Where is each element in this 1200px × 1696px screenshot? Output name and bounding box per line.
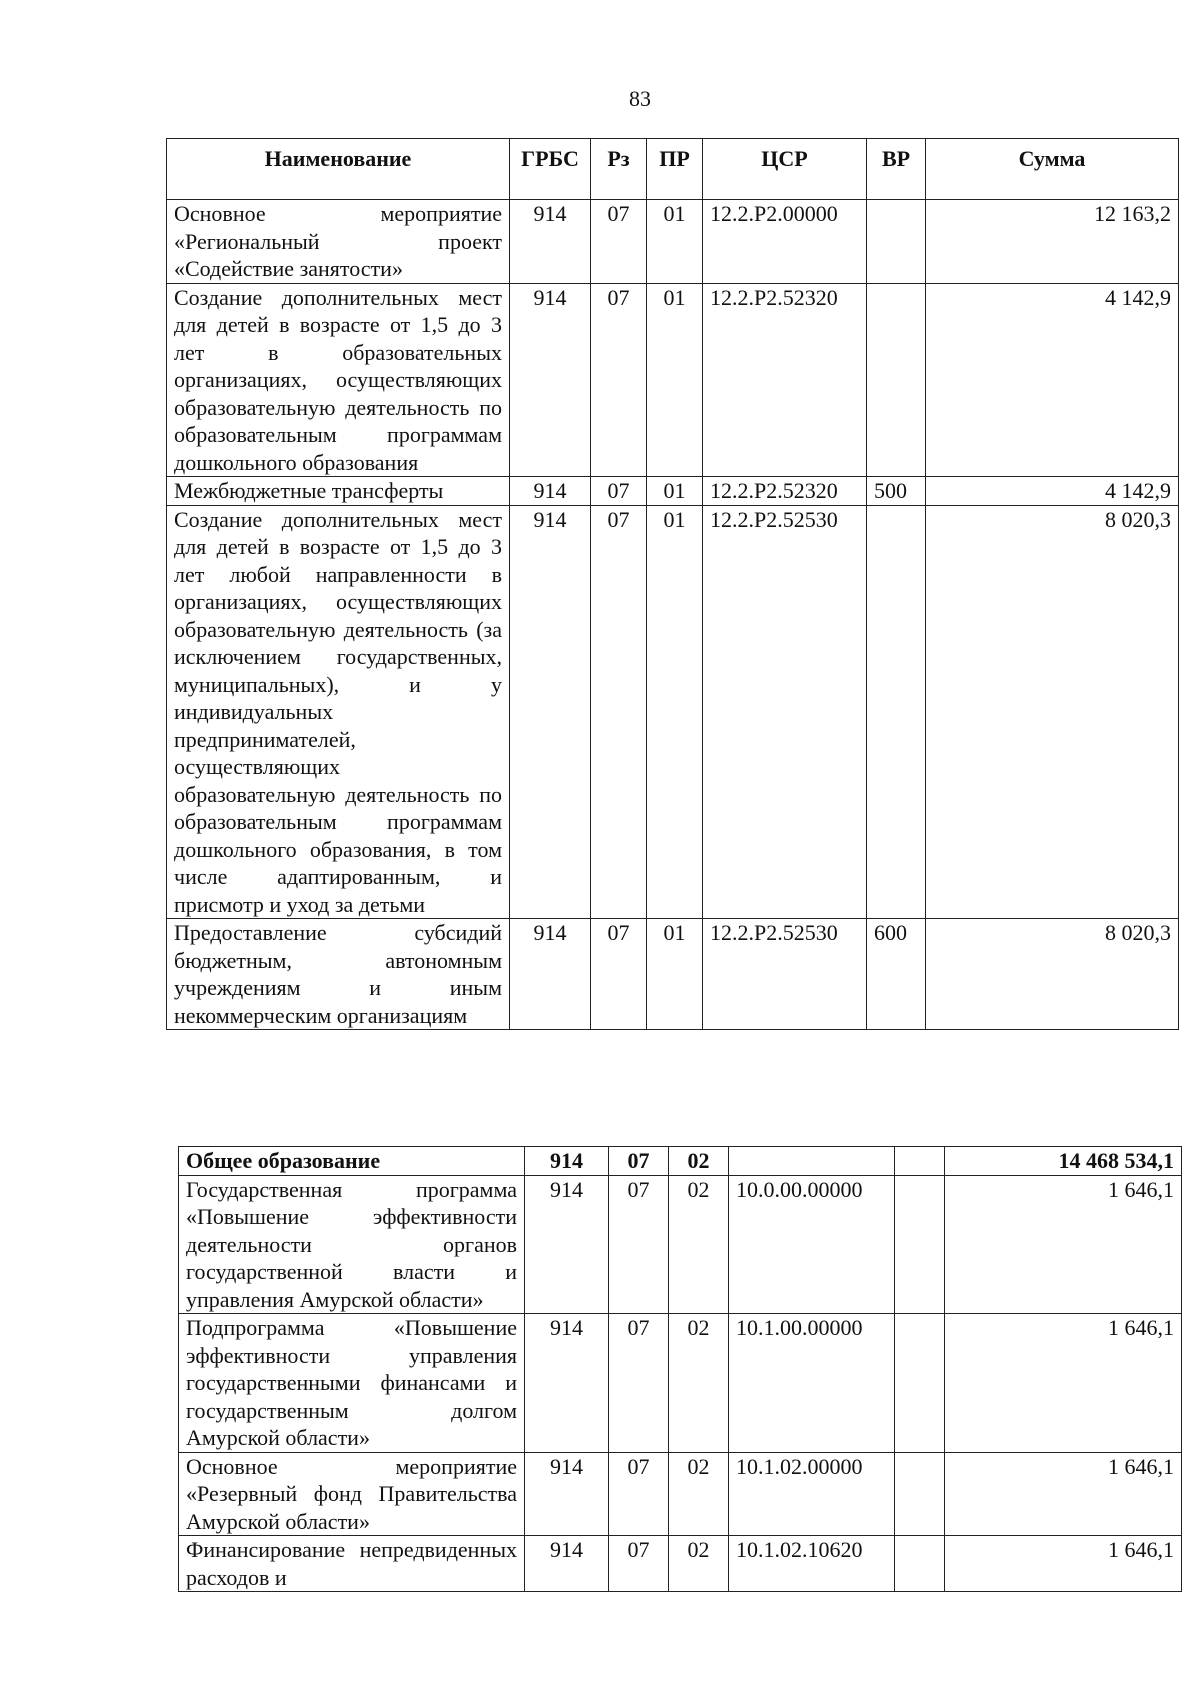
row-rz: 07 [591, 200, 647, 284]
table-row [179, 1175, 1182, 1314]
row-sum: 1 646,1 [945, 1452, 1182, 1536]
row-name: Государственная программа «Повышение эффективности деятельности органов государственной власти и управления Амурской области» [179, 1175, 525, 1314]
row-csr: 12.2.P2.52530 [703, 919, 867, 1030]
row-pr: 02 [669, 1452, 729, 1536]
row-name: Финансирование непредвиденных расходов и [179, 1536, 525, 1592]
row-rz: 07 [609, 1452, 669, 1536]
table-row [179, 1314, 1182, 1453]
row-vr: 600 [867, 919, 926, 1030]
header-rz: Рз [591, 139, 647, 200]
row-name: Основное мероприятие «Региональный проект «Содействие занятости» [167, 200, 510, 284]
row-sum: 1 646,1 [945, 1175, 1182, 1314]
row-grbs: 914 [525, 1175, 609, 1314]
row-vr [895, 1175, 945, 1314]
row-pr: 02 [669, 1175, 729, 1314]
row-name: Создание дополнительных мест для детей в возрасте от 1,5 до 3 лет в образовательных организациях, осуществляющих образовательную деятельность по образовательным программам дошкольного образования [167, 283, 510, 477]
row-name: Создание дополнительных мест для детей в возрасте от 1,5 до 3 лет любой направленности в организациях, осуществляющих образовательную деятельность (за исключением государственных, муниципальных), и у индивидуальных предпринимателей, осуществляющих образовательную деятельность по образовательным программам дошкольного образования, в том числе адаптированным, и присмотр и уход за детьми [167, 505, 510, 919]
row-rz: 07 [591, 505, 647, 919]
row-vr [867, 283, 926, 477]
row-vr [895, 1147, 945, 1176]
row-rz: 07 [609, 1536, 669, 1592]
row-pr: 02 [669, 1314, 729, 1453]
row-csr: 10.0.00.00000 [729, 1175, 895, 1314]
row-sum: 1 646,1 [945, 1314, 1182, 1453]
header-csr: ЦСР [703, 139, 867, 200]
row-pr: 01 [647, 919, 703, 1030]
table-row [167, 505, 1179, 919]
row-csr [729, 1147, 895, 1176]
row-rz: 07 [591, 283, 647, 477]
table-row [167, 919, 1179, 1030]
row-name: Предоставление субсидий бюджетным, автономным учреждениям и иным некоммерческим организациям [167, 919, 510, 1030]
header-grbs: ГРБС [510, 139, 591, 200]
row-pr: 01 [647, 477, 703, 506]
table-header-row [167, 139, 1179, 200]
row-csr: 12.2.P2.52320 [703, 477, 867, 506]
row-csr: 10.1.02.00000 [729, 1452, 895, 1536]
row-sum: 1 646,1 [945, 1536, 1182, 1592]
table-row [167, 283, 1179, 477]
row-pr: 02 [669, 1536, 729, 1592]
row-vr: 500 [867, 477, 926, 506]
row-sum: 12 163,2 [926, 200, 1179, 284]
row-pr: 02 [669, 1147, 729, 1176]
row-pr: 01 [647, 283, 703, 477]
row-name: Основное мероприятие «Резервный фонд Правительства Амурской области» [179, 1452, 525, 1536]
row-sum: 4 142,9 [926, 477, 1179, 506]
row-vr [895, 1536, 945, 1592]
table-row [167, 200, 1179, 284]
header-sum: Сумма [926, 139, 1179, 200]
row-rz: 07 [609, 1147, 669, 1176]
row-csr: 12.2.P2.00000 [703, 200, 867, 284]
row-csr: 10.1.02.10620 [729, 1536, 895, 1592]
row-rz: 07 [609, 1314, 669, 1453]
row-grbs: 914 [510, 477, 591, 506]
row-pr: 01 [647, 505, 703, 919]
row-vr [867, 200, 926, 284]
row-csr: 12.2.P2.52320 [703, 283, 867, 477]
row-pr: 01 [647, 200, 703, 284]
table-row [179, 1536, 1182, 1592]
table-row-section [179, 1147, 1182, 1176]
row-grbs: 914 [525, 1147, 609, 1176]
row-grbs: 914 [525, 1452, 609, 1536]
row-csr: 10.1.00.00000 [729, 1314, 895, 1453]
row-sum: 8 020,3 [926, 505, 1179, 919]
row-name: Общее образование [179, 1147, 525, 1176]
row-csr: 12.2.P2.52530 [703, 505, 867, 919]
row-sum: 14 468 534,1 [945, 1147, 1182, 1176]
row-grbs: 914 [525, 1314, 609, 1453]
row-grbs: 914 [510, 505, 591, 919]
table-row [167, 477, 1179, 506]
row-rz: 07 [591, 477, 647, 506]
row-name: Межбюджетные трансферты [167, 477, 510, 506]
row-vr [895, 1452, 945, 1536]
row-grbs: 914 [525, 1536, 609, 1592]
row-grbs: 914 [510, 919, 591, 1030]
row-sum: 4 142,9 [926, 283, 1179, 477]
header-name: Наименование [167, 139, 510, 200]
budget-table-lower [178, 1146, 1182, 1592]
page-number: 83 [629, 86, 651, 111]
row-grbs: 914 [510, 283, 591, 477]
header-vr: ВР [867, 139, 926, 200]
row-vr [867, 505, 926, 919]
row-sum: 8 020,3 [926, 919, 1179, 1030]
header-pr: ПР [647, 139, 703, 200]
table-row [179, 1452, 1182, 1536]
row-grbs: 914 [510, 200, 591, 284]
budget-table-upper [166, 138, 1179, 1030]
row-vr [895, 1314, 945, 1453]
row-rz: 07 [609, 1175, 669, 1314]
row-name: Подпрограмма «Повышение эффективности управления государственными финансами и государственным долгом Амурской области» [179, 1314, 525, 1453]
row-rz: 07 [591, 919, 647, 1030]
